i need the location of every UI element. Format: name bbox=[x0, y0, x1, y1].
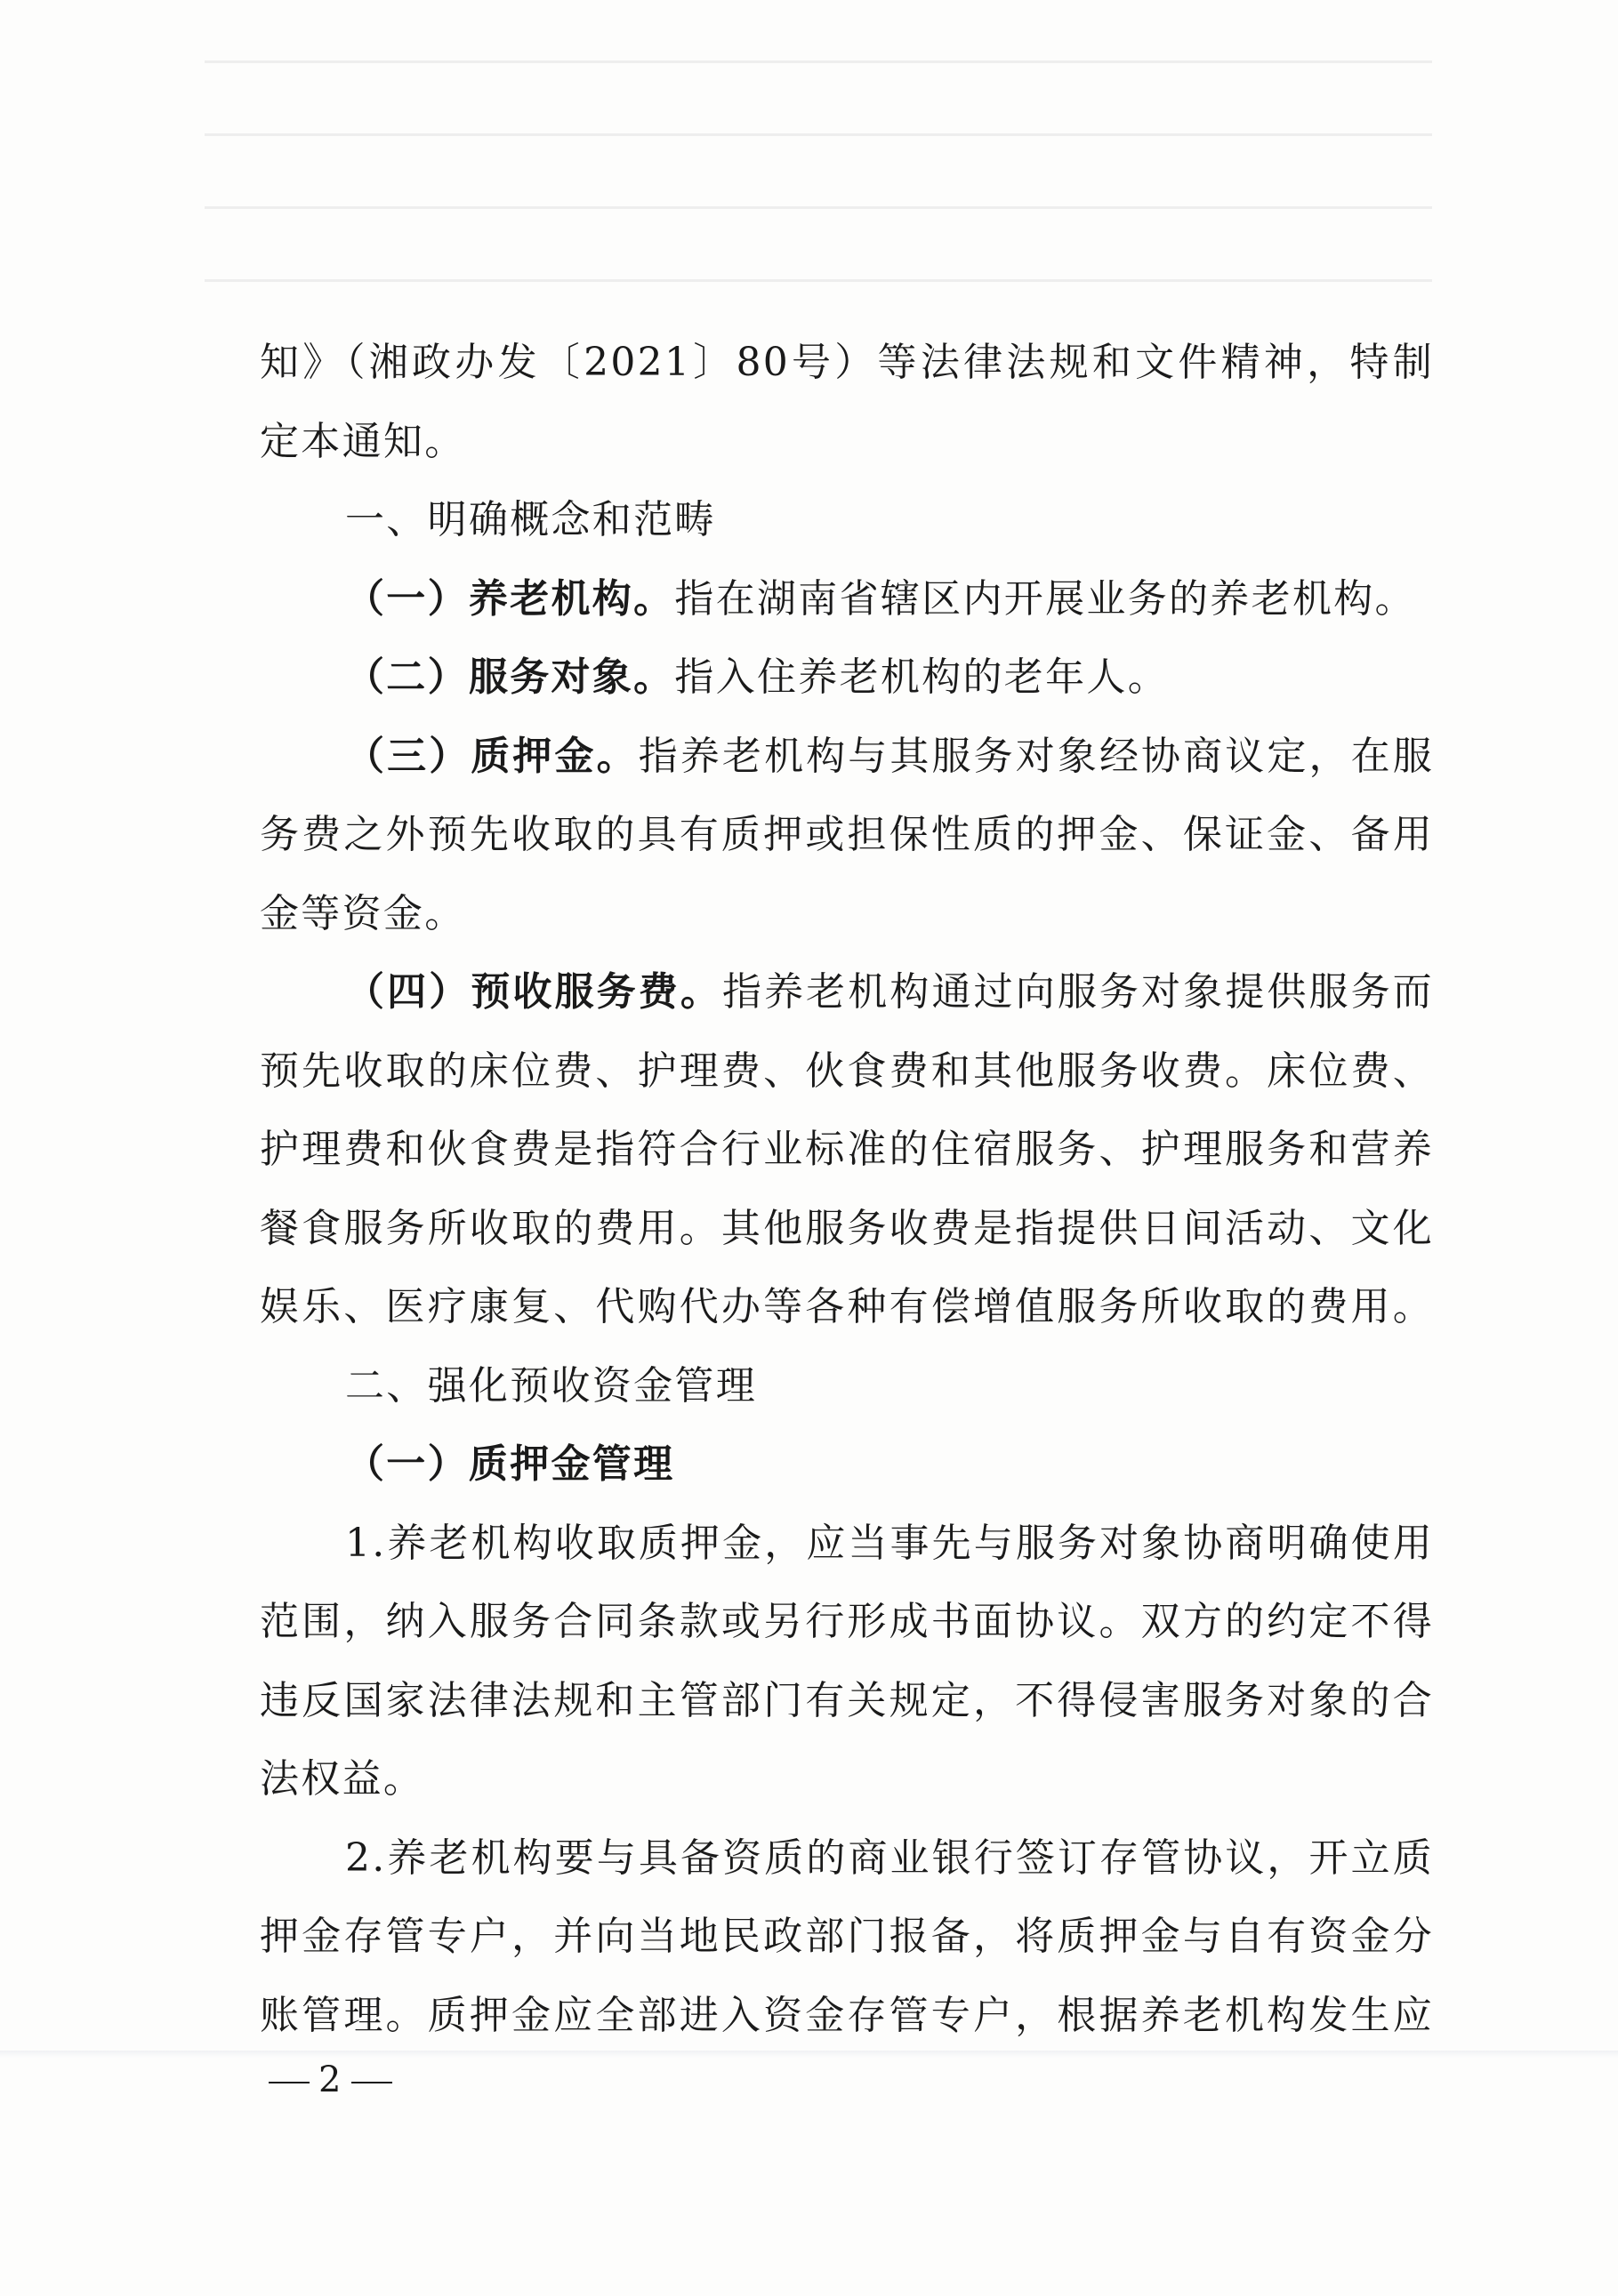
scan-edge-shadow bbox=[0, 2051, 1618, 2058]
paragraph-line: 范围，纳入服务合同条款或另行形成书面协议。双方的约定不得 bbox=[260, 1599, 1434, 1644]
footer-dash-right bbox=[351, 2082, 392, 2083]
paragraph-line: 娱乐、医疗康复、代购代办等各种有偿增值服务所收取的费用。 bbox=[260, 1284, 1434, 1329]
subsection-heading: （一）质押金管理 bbox=[345, 1441, 675, 1487]
definition-text: 指入住养老机构的老年人。 bbox=[674, 654, 1170, 700]
definition-item-1 bbox=[260, 560, 1434, 639]
bleed-through-texture bbox=[205, 27, 1432, 293]
document-body bbox=[260, 324, 1434, 2055]
definition-term: （一）养老机构。 bbox=[345, 575, 675, 622]
definition-text: 指养老机构与其服务对象经协商议定，在服 bbox=[638, 733, 1434, 779]
page-footer bbox=[260, 2059, 401, 2100]
definition-text: 指养老机构通过向服务对象提供服务而 bbox=[721, 969, 1434, 1015]
paragraph-line: 法权益。 bbox=[260, 1756, 425, 1802]
paragraph-line: 预先收取的床位费、护理费、伙食费和其他服务收费。床位费、 bbox=[260, 1048, 1434, 1094]
paragraph-line: 餐食服务所收取的费用。其他服务收费是指提供日间活动、文化 bbox=[260, 1205, 1434, 1251]
paragraph-line: 金等资金。 bbox=[260, 890, 466, 936]
paragraph-line: 定本通知。 bbox=[260, 418, 466, 464]
paragraph-line: 2.养老机构要与具备资质的商业银行签订存管协议，开立质 bbox=[345, 1834, 1434, 1881]
definition-term: （四）预收服务费。 bbox=[345, 969, 722, 1015]
definition-term: （三）质押金。 bbox=[345, 733, 639, 779]
definition-text: 指在湖南省辖区内开展业务的养老机构。 bbox=[674, 575, 1416, 622]
paragraph-line: 押金存管专户，并向当地民政部门报备，将质押金与自有资金分 bbox=[260, 1914, 1434, 1959]
page-number: 2 bbox=[318, 2059, 343, 2100]
paragraph-line: 护理费和伙食费是指符合行业标准的住宿服务、护理服务和营养 bbox=[260, 1127, 1434, 1172]
definition-item-4 bbox=[260, 953, 1434, 1032]
definition-item-3 bbox=[260, 718, 1434, 797]
paragraph-line: 账管理。质押金应全部进入资金存管专户，根据养老机构发生应 bbox=[260, 1992, 1434, 2038]
section-heading-1: 一、明确概念和范畴 bbox=[345, 497, 716, 542]
definition-term: （二）服务对象。 bbox=[345, 654, 675, 700]
footer-dash-left bbox=[269, 2082, 310, 2083]
paragraph-line: 违反国家法律法规和主管部门有关规定，不得侵害服务对象的合 bbox=[260, 1677, 1434, 1723]
definition-item-2 bbox=[260, 638, 1434, 718]
paragraph-line: 务费之外预先收取的具有质押或担保性质的押金、保证金、备用 bbox=[260, 812, 1434, 857]
paragraph-line: 1.养老机构收取质押金，应当事先与服务对象协商明确使用 bbox=[345, 1520, 1434, 1566]
paragraph-line: 知》（湘政办发〔2021〕80号）等法律法规和文件精神，特制 bbox=[260, 340, 1434, 385]
section-heading-2: 二、强化预收资金管理 bbox=[345, 1362, 757, 1409]
